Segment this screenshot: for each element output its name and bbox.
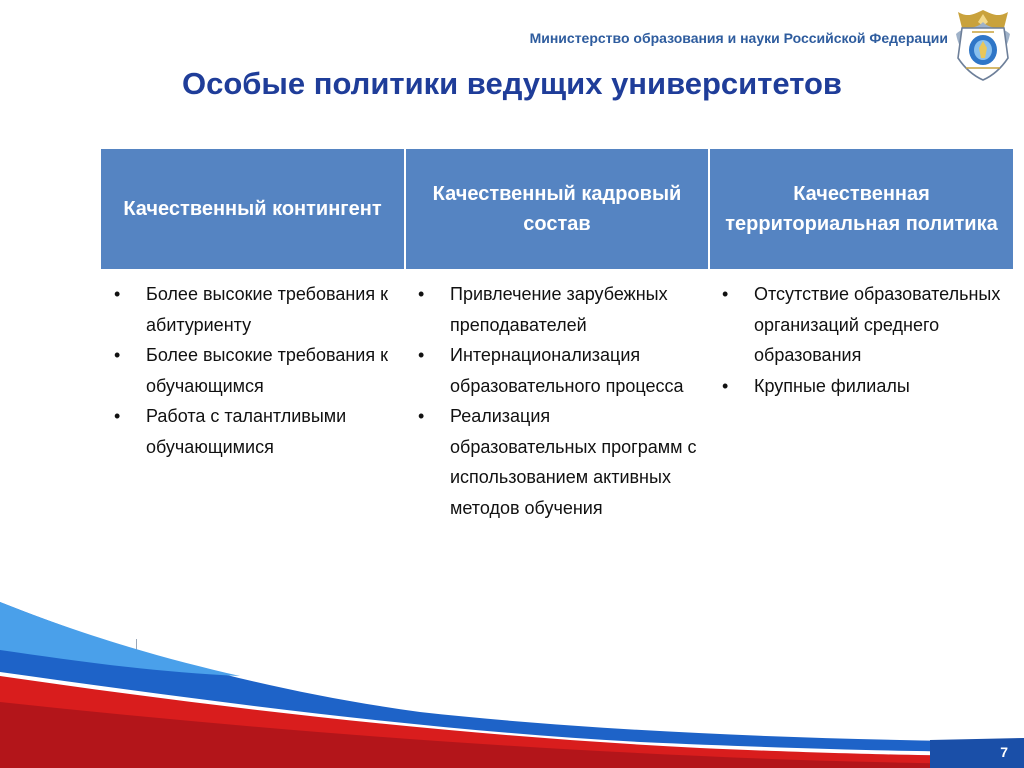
ministry-name: Министерство образования и науки Российской Федерации — [529, 30, 948, 46]
bullet-list-territorial — [717, 279, 1005, 401]
column-contingent — [101, 270, 405, 523]
list-item: • Более высокие требования к обучающимся — [109, 340, 397, 401]
flag-wave-decoration — [0, 580, 1024, 768]
column-staff — [405, 270, 709, 523]
policies-table — [101, 149, 1013, 523]
column-header-staff: Качественный кадровый состав — [405, 149, 709, 270]
page-number: 7 — [1000, 744, 1008, 760]
list-item: • Реализация образовательных программ с использованием активных методов обучения — [413, 401, 701, 523]
list-item: • Работа с талантливыми обучающимися — [109, 401, 397, 462]
list-item: • Более высокие требования к абитуриенту — [109, 279, 397, 340]
bullet-list-contingent — [109, 279, 397, 462]
list-item: • Привлечение зарубежных преподавателей — [413, 279, 701, 340]
column-header-territorial: Качественная территориальная политика — [709, 149, 1013, 270]
list-item: • Интернационализация образовательного процесса — [413, 340, 701, 401]
slide-title: Особые политики ведущих университетов — [181, 66, 842, 101]
column-header-contingent: Качественный контингент — [101, 149, 405, 270]
list-item: • Крупные филиалы — [717, 371, 1005, 402]
column-territorial — [709, 270, 1013, 523]
list-item: • Отсутствие образовательных организаций среднего образования — [717, 279, 1005, 371]
bullet-list-staff — [413, 279, 701, 523]
